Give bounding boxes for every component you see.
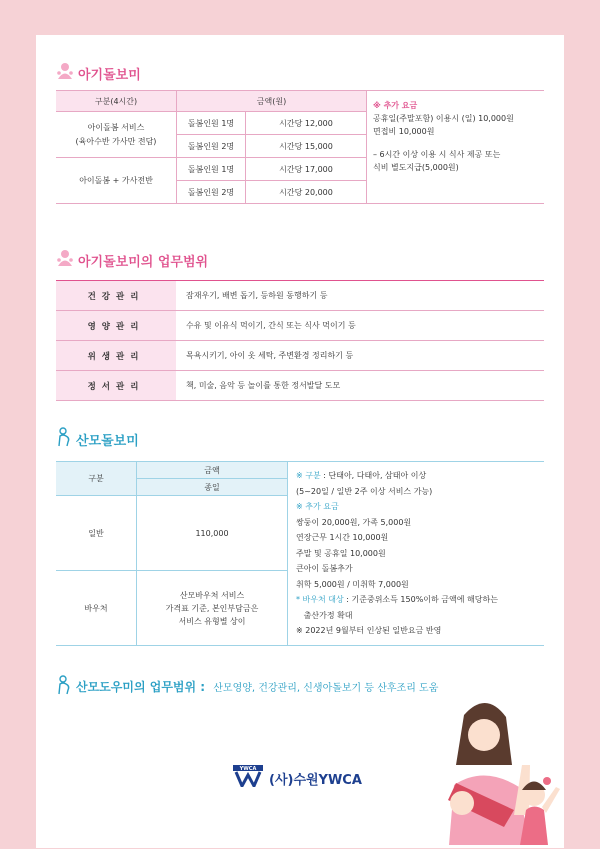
row-staff: 돌봄인원 2명 bbox=[177, 181, 246, 204]
section2-table bbox=[56, 280, 544, 401]
section2-title bbox=[56, 249, 208, 271]
header-sub: 종일 bbox=[137, 479, 288, 496]
note-line: 주말 및 공휴일 10,000원 bbox=[296, 548, 386, 558]
section3-title-text: 산모돌보미 bbox=[76, 433, 139, 449]
extra-line: 공휴일(주말포함) 이용시 (일) 10,000원 bbox=[373, 114, 514, 123]
section4-colon: : bbox=[196, 679, 210, 694]
header-price: 금액(원) bbox=[177, 91, 367, 112]
row-type: 일반 bbox=[56, 496, 137, 571]
table-row bbox=[56, 311, 544, 341]
duty-label: 위생관리 bbox=[56, 341, 176, 371]
section1-table bbox=[56, 90, 544, 204]
note-line: 연장근무 1시간 10,000원 bbox=[296, 533, 389, 542]
section1-title-text: 아기돌보미 bbox=[78, 67, 141, 83]
row-price: 시간당 17,000 bbox=[246, 158, 367, 181]
note-line: 쌍둥이 20,000원, 가족 5,000원 bbox=[296, 517, 412, 527]
note-line: ※ 구분 : 단태아, 다태아, 삼태아 이상 bbox=[296, 471, 427, 480]
note-line: 큰아이 돌봄추가 bbox=[296, 564, 353, 573]
duty-desc: 목욕시키기, 아이 옷 세탁, 주변환경 정리하기 등 bbox=[176, 341, 544, 371]
section4-title: 산모도우미의 업무범위 bbox=[76, 680, 197, 694]
extra-title: ※ 추가 요금 bbox=[373, 101, 418, 110]
note-line: * 바우처 대상 : 기준중위소득 150%이하 금액에 해당하는 bbox=[296, 595, 498, 604]
row-type: 아이돌봄 서비스 (육아수반 가사만 전담) bbox=[56, 112, 177, 158]
row-price: 시간당 12,000 bbox=[246, 112, 367, 135]
section3-title bbox=[56, 427, 139, 451]
row-staff: 돌봄인원 2명 bbox=[177, 135, 246, 158]
duty-desc: 잠재우기, 배변 돕기, 등하원 동행하기 등 bbox=[176, 281, 544, 311]
duty-label: 정서관리 bbox=[56, 371, 176, 401]
row-price: 시간당 20,000 bbox=[246, 181, 367, 204]
duty-label: 영양관리 bbox=[56, 311, 176, 341]
table-row bbox=[56, 281, 544, 311]
family-illustration bbox=[434, 695, 564, 845]
extra-fee-cell bbox=[367, 91, 545, 204]
row-staff: 돌봄인원 1명 bbox=[177, 112, 246, 135]
extra-meal: – 6시간 이상 이용 시 식사 제공 또는 식비 별도지급(5,000원) bbox=[373, 150, 501, 172]
row-staff: 돌봄인원 1명 bbox=[177, 158, 246, 181]
row-price: 산모바우처 서비스 가격표 기준, 본인부담금은 서비스 유형별 상이 bbox=[137, 571, 288, 646]
section2-title-text: 아기돌보미의 업무범위 bbox=[78, 254, 209, 270]
section1-title bbox=[56, 62, 141, 84]
section4 bbox=[56, 675, 438, 698]
logo-mark-text: YWCA bbox=[239, 766, 257, 772]
baby-icon bbox=[56, 249, 74, 271]
note-line: 취학 5,000원 / 미취학 7,000원 bbox=[296, 579, 409, 589]
table-row bbox=[56, 341, 544, 371]
row-price: 시간당 15,000 bbox=[246, 135, 367, 158]
note-line: (5~20일 / 일반 2주 이상 서비스 가능) bbox=[296, 486, 433, 496]
header-type: 구분 bbox=[56, 462, 137, 496]
logo-text: (사)수원YWCA bbox=[269, 772, 362, 788]
duty-desc: 책, 미술, 음악 등 놀이를 통한 정서발달 도모 bbox=[176, 371, 544, 401]
table-row bbox=[56, 371, 544, 401]
row-type: 아이돌봄 + 가사전반 bbox=[56, 158, 177, 204]
section3-table bbox=[56, 461, 544, 646]
mother-icon bbox=[56, 427, 72, 451]
note-line: ※ 2022년 9월부터 인상된 일반요금 반영 bbox=[296, 626, 442, 635]
mother-icon bbox=[56, 675, 72, 698]
baby-icon bbox=[56, 62, 74, 84]
page bbox=[36, 35, 564, 848]
notes-cell bbox=[288, 462, 545, 646]
duty-desc: 수유 및 이유식 먹이기, 간식 또는 식사 먹이기 등 bbox=[176, 311, 544, 341]
row-price: 110,000 bbox=[137, 496, 288, 571]
note-line: ※ 추가 요금 bbox=[296, 502, 339, 511]
duty-label: 건강관리 bbox=[56, 281, 176, 311]
extra-line: 면접비 10,000원 bbox=[373, 127, 435, 136]
header-type: 구분(4시간) bbox=[56, 91, 177, 112]
section4-desc: 산모영양, 건강관리, 신생아돌보기 등 산후조리 도움 bbox=[213, 683, 439, 694]
ywca-logo bbox=[233, 765, 362, 791]
row-type: 바우처 bbox=[56, 571, 137, 646]
header-price: 금액 bbox=[137, 462, 288, 479]
note-line: 출산가정 확대 bbox=[296, 610, 353, 620]
ywca-logo-mark bbox=[233, 765, 263, 791]
